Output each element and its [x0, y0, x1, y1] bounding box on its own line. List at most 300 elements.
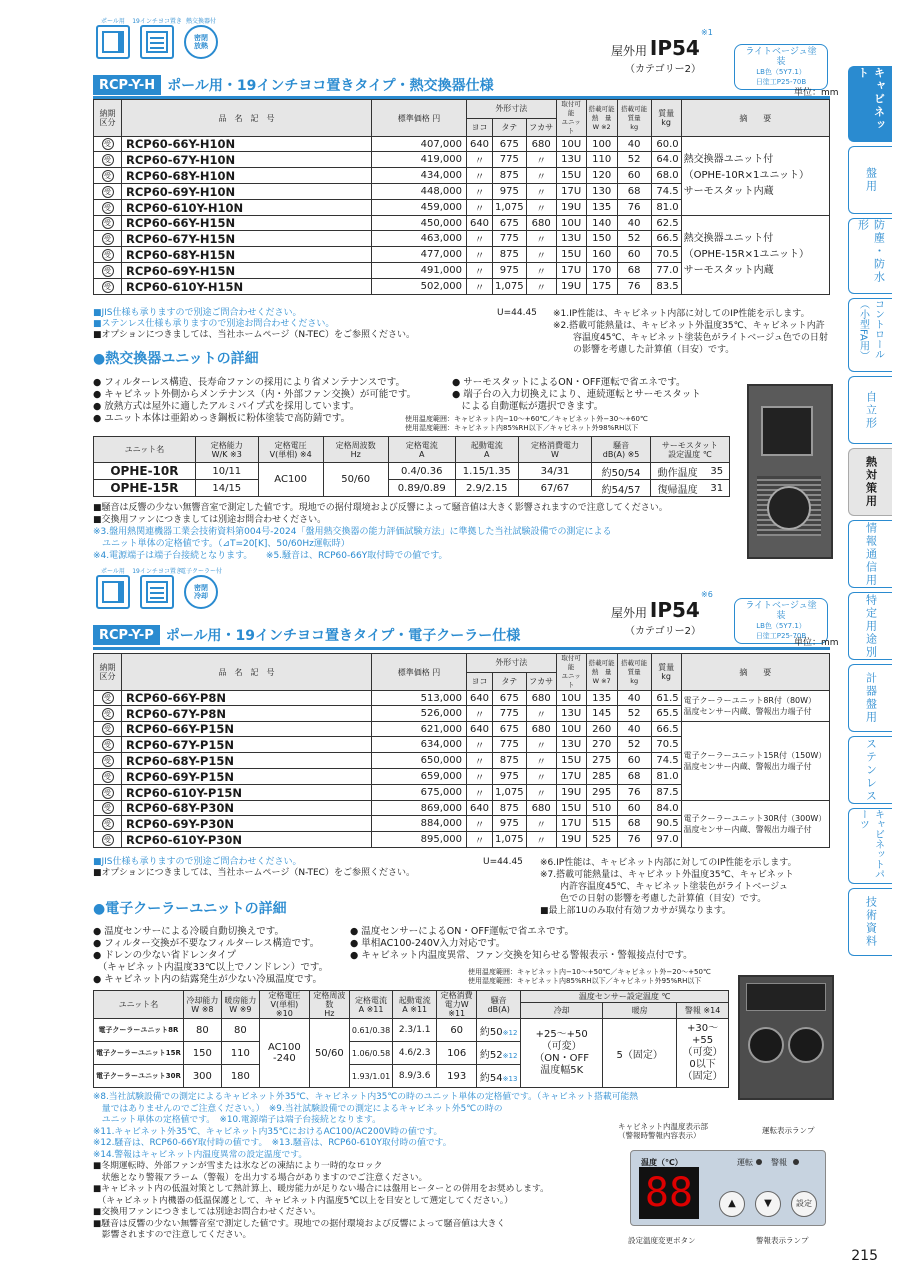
table-row — [94, 216, 830, 231]
mass-cell: 40 — [617, 137, 651, 152]
height-cell: 775 — [493, 152, 527, 168]
mass-cell: 52 — [617, 737, 651, 753]
icon-tag-19inch: 19インチヨコ置き — [132, 568, 182, 575]
width-cell: 〃 — [467, 247, 493, 263]
depth-cell: 〃 — [526, 184, 556, 200]
hx-thermo-l1: 動作温度 — [650, 463, 704, 480]
delivery-badge-text: 受 — [102, 708, 114, 720]
mass-cell: 68 — [617, 769, 651, 785]
hx-ranges — [405, 415, 648, 433]
ec-fan-right — [788, 1027, 824, 1063]
depth-cell: 〃 — [526, 785, 556, 801]
unit-cell: 17U — [556, 816, 586, 832]
delivery-badge-text: 受 — [102, 265, 114, 277]
ec-col-start: 起動電流 A ※11 — [393, 991, 437, 1019]
col-w: ヨコ — [467, 118, 493, 137]
hx-cur-2: 0.89/0.89 — [388, 480, 455, 497]
tab-technical[interactable]: 技術資料 — [848, 888, 892, 956]
table-header-row — [94, 654, 830, 673]
ec-heat-3: 180 — [221, 1065, 259, 1088]
weight-cell: 66.5 — [651, 231, 681, 247]
table-row — [94, 722, 830, 737]
description-line: 熱交換器ユニット付 — [683, 233, 774, 244]
heat-exchanger-photo — [747, 384, 833, 559]
price-cell: 477,000 — [372, 247, 467, 263]
sec2-notes-right — [540, 857, 797, 917]
description-cell — [681, 691, 829, 722]
delivery-badge-text: 受 — [102, 154, 114, 166]
table-header-row — [94, 100, 830, 119]
depth-cell: 〃 — [526, 231, 556, 247]
col-heat: 搭載可能 熱 量 W ※7 — [586, 654, 617, 691]
product-code: RCP60-610Y-P15N — [122, 785, 372, 801]
product-code: RCP60-67Y-H15N — [122, 231, 372, 247]
ec-note-7: ■冬期運転時、外部ファンが雪または氷などの凍結により一時的なロック — [93, 1161, 383, 1171]
note-jis: ■JIS仕様も承りますので別途ご問合わせください。 — [93, 308, 302, 318]
delivery-badge-text: 受 — [102, 233, 114, 245]
ec-col-h: 暖房 — [603, 1003, 677, 1019]
width-cell: 〃 — [467, 231, 493, 247]
delivery-badge-text: 受 — [102, 170, 114, 182]
heat-cell: 135 — [586, 200, 617, 216]
hx-pow-2: 67/67 — [518, 480, 592, 497]
mass-cell: 76 — [617, 200, 651, 216]
description-line: サーモスタット内蔵 — [683, 186, 774, 197]
ec-bullet-7: ● 単相AC100-240V入力対応です。 — [350, 938, 506, 949]
hx-name-1: OPHE-10R — [94, 463, 196, 480]
col-nk: 納期 区分 — [94, 100, 122, 137]
ec-noise-ref-3: ※13 — [502, 1074, 518, 1083]
width-cell: 640 — [467, 137, 493, 152]
height-cell: 675 — [493, 216, 527, 231]
col-weight: 質量 kg — [651, 654, 681, 691]
height-cell: 1,075 — [493, 832, 527, 848]
depth-cell: 〃 — [526, 279, 556, 295]
hx-col-volt: 定格電圧 V(単相) ※4 — [258, 437, 323, 463]
ec-heat-setting: 5（固定） — [603, 1019, 677, 1088]
product-code: RCP60-67Y-P15N — [122, 737, 372, 753]
hx-col-start: 起動電流 A — [455, 437, 518, 463]
ec-table-header — [94, 991, 729, 1003]
tab-telecom[interactable]: 情報通信用 — [848, 520, 892, 588]
tab-parts[interactable]: キャビネットパーツ — [848, 808, 892, 884]
delivery-badge-text: 受 — [102, 755, 114, 767]
hx-note-5: ※4.電源端子は端子台接続となります。 ※5.騒音は、RCP60-66Y取付時での値です。 — [93, 551, 448, 561]
note-r4: 色での日射の影響を考慮した計算値（目安）です。 — [560, 894, 767, 904]
series-title: ポール用・19インチヨコ置きタイプ・電子クーラー仕様 — [165, 628, 521, 644]
hx-noise-1: 約50/54 — [592, 463, 651, 480]
weight-cell: 83.5 — [651, 279, 681, 295]
hx-inner-fan — [761, 406, 813, 456]
tab-specific[interactable]: 特定用途別 — [848, 592, 892, 660]
rack-19inch-icon — [140, 25, 174, 59]
tab-panel[interactable]: 盤用 — [848, 146, 892, 214]
ip-note-ref: ※1 — [701, 28, 713, 37]
sealed-heat-release-icon — [184, 25, 218, 59]
width-cell: 〃 — [467, 279, 493, 295]
ec-range-temp: 使用温度範囲：キャビネット内−10〜+50℃／キャビネット外−20〜+50℃ — [468, 968, 711, 976]
weight-cell: 81.0 — [651, 769, 681, 785]
ec-voltage: AC100 -240 — [259, 1019, 309, 1088]
col-code: 品 名 記 号 — [122, 654, 372, 691]
delivery-badge — [94, 801, 122, 816]
down-button[interactable]: ▼ — [755, 1191, 781, 1217]
depth-cell: 〃 — [526, 769, 556, 785]
rack-19inch-icon — [140, 575, 174, 609]
panel-temp-label: 温度（℃） — [641, 1158, 683, 1167]
price-cell: 621,000 — [372, 722, 467, 737]
ec-pow-3: 193 — [437, 1065, 477, 1088]
weight-cell: 62.5 — [651, 216, 681, 231]
panel-alarm-label: 警報 — [771, 1158, 787, 1167]
tab-freestanding[interactable]: 自立形 — [848, 376, 892, 444]
weight-cell: 70.5 — [651, 247, 681, 263]
height-cell: 675 — [493, 137, 527, 152]
outdoor-label: 屋外用 — [611, 44, 648, 58]
tab-cabinet[interactable]: キャビネット — [848, 66, 892, 142]
panel-title2: （警報時警報内容表示） — [618, 1131, 701, 1140]
ec-notes — [93, 1092, 638, 1242]
spec-table-cooler — [93, 653, 830, 848]
ec-cool-setting: +25〜+50 （可変） （ON・OFF 温度幅5K — [521, 1019, 603, 1088]
delivery-badge — [94, 279, 122, 295]
delivery-badge-text: 受 — [102, 202, 114, 214]
ec-freq: 50/60 — [309, 1019, 349, 1088]
description-line: サーモスタット内蔵 — [683, 265, 774, 276]
pole-mount-icon — [96, 575, 130, 609]
hx-bullet-2: ● キャビネット外側からメンテナンス（内・外部ファン交換）が可能です。 — [93, 389, 417, 400]
hx-bullets-left — [93, 377, 416, 425]
heat-cell: 150 — [586, 231, 617, 247]
ec-note-11: ■交換用ファンにつきましては別途お問合わせください。 — [93, 1207, 321, 1217]
paint-color-box-1 — [734, 44, 828, 90]
price-cell: 434,000 — [372, 168, 467, 184]
unit-cell: 10U — [556, 216, 586, 231]
ec-noise-ref-2: ※12 — [502, 1051, 518, 1060]
hx-table-header — [94, 437, 730, 463]
table-row — [94, 1019, 729, 1042]
depth-cell: 〃 — [526, 263, 556, 279]
series-code: RCP-Y-H — [93, 75, 161, 95]
unit-cell: 19U — [556, 832, 586, 848]
weight-cell: 68.0 — [651, 168, 681, 184]
heat-cell: 525 — [586, 832, 617, 848]
note-r3: 容温度45℃、キャビネット塗装色がライトベージュ色での日射 — [573, 333, 828, 343]
price-cell: 491,000 — [372, 263, 467, 279]
hx-thermo-v1: 35 — [705, 463, 730, 480]
icon-tag-cooler: 電子クーラー付 — [180, 568, 223, 575]
hx-pow-1: 34/31 — [518, 463, 592, 480]
col-unit: 取付可能 ユニット — [556, 654, 586, 691]
ec-note-10: （キャビネット内機器の低温保護として、キャビネット内温度5℃以上を目安として選定してください。） — [93, 1195, 513, 1206]
unit-label: 単位：mm — [794, 638, 839, 648]
delivery-badge-text: 受 — [102, 787, 114, 799]
temp-display: 88 — [639, 1167, 699, 1219]
col-d: フカサ — [526, 118, 556, 137]
width-cell: 640 — [467, 722, 493, 737]
note-r4: の影響を考慮した計算値（目安）です。 — [573, 345, 735, 355]
depth-cell: 〃 — [526, 753, 556, 769]
delivery-badge — [94, 231, 122, 247]
paint-title: ライトベージュ塗装 — [745, 47, 817, 67]
ec-start-2: 4.6/2.3 — [393, 1042, 437, 1065]
col-d: フカサ — [526, 672, 556, 691]
delivery-badge-text: 受 — [102, 834, 114, 846]
ec-noise-3: 約54 — [479, 1072, 503, 1084]
price-cell: 450,000 — [372, 216, 467, 231]
delivery-badge-text: 受 — [102, 723, 114, 735]
price-cell: 513,000 — [372, 691, 467, 706]
hx-spec-table — [93, 436, 730, 497]
hx-cap-1: 10/11 — [195, 463, 258, 480]
mass-cell: 76 — [617, 279, 651, 295]
price-cell: 869,000 — [372, 801, 467, 816]
col-weight: 質量 kg — [651, 100, 681, 137]
panel-display-caption — [618, 1122, 708, 1140]
heat-cell: 130 — [586, 184, 617, 200]
hx-col-thermo: サーモスタット 設定温度 ℃ — [650, 437, 729, 463]
mass-cell: 40 — [617, 722, 651, 737]
hx-bullet-5: ● サーモスタットによるON・OFF運転で省エネです。 — [452, 377, 686, 388]
hx-thermo-v2: 31 — [705, 480, 730, 497]
mass-cell: 68 — [617, 816, 651, 832]
delivery-badge-text: 受 — [102, 771, 114, 783]
electronic-cooler-photo — [738, 975, 834, 1100]
unit-cell: 10U — [556, 691, 586, 706]
series-title: ポール用・19インチヨコ置きタイプ・熱交換器仕様 — [167, 78, 494, 94]
delivery-badge — [94, 722, 122, 737]
weight-cell: 87.5 — [651, 785, 681, 801]
delivery-badge-text: 受 — [102, 739, 114, 751]
delivery-badge-text: 受 — [102, 249, 114, 261]
heat-cell: 260 — [586, 722, 617, 737]
ip-value: IP54 — [649, 36, 700, 60]
height-cell: 975 — [493, 769, 527, 785]
ec-col-cur: 定格電流 A ※11 — [349, 991, 392, 1019]
product-code: RCP60-68Y-H15N — [122, 247, 372, 263]
tab-instrument[interactable]: 計器盤用 — [848, 664, 892, 732]
hx-bullet-3: ● 放熱方式は屋外に適したアルミパイプ式を採用しています。 — [93, 401, 360, 412]
description-line: 熱交換器ユニット付 — [683, 154, 774, 165]
description-line: 温度センサー内蔵、警報出力端子付 — [683, 762, 812, 771]
mass-cell: 40 — [617, 691, 651, 706]
heat-cell: 510 — [586, 801, 617, 816]
heat-cell: 295 — [586, 785, 617, 801]
heat-cell: 275 — [586, 753, 617, 769]
weight-cell: 74.5 — [651, 184, 681, 200]
set-button[interactable]: 設定 — [791, 1191, 817, 1217]
hx-note-2: ■交換用ファンにつきましては別途お問合わせください。 — [93, 515, 327, 525]
width-cell: 〃 — [467, 832, 493, 848]
ec-note-8: 状態となり警報アラーム（警報）を出力する場合がありますのでご注意ください。 — [93, 1172, 428, 1183]
price-cell: 463,000 — [372, 231, 467, 247]
weight-cell: 84.0 — [651, 801, 681, 816]
ec-bullet-6: ● 温度センサーによるON・OFF運転で省エネです。 — [350, 926, 575, 937]
ec-bullets-right — [350, 926, 693, 962]
ec-bullet-5: ● キャビネット内の結露発生が少ない冷風温度です。 — [93, 974, 323, 985]
weight-cell: 77.0 — [651, 263, 681, 279]
description-line: 電子クーラーユニット15R付（150W） — [683, 751, 827, 760]
col-dims: 外形寸法 — [467, 654, 557, 673]
delivery-badge-text: 受 — [102, 818, 114, 830]
section-header-1 — [93, 74, 494, 96]
table-row — [94, 137, 830, 152]
product-code: RCP60-68Y-H10N — [122, 168, 372, 184]
weight-cell: 60.0 — [651, 137, 681, 152]
delivery-badge — [94, 753, 122, 769]
delivery-badge-text: 受 — [102, 186, 114, 198]
delivery-badge — [94, 247, 122, 263]
heat-cell: 100 — [586, 137, 617, 152]
depth-cell: 680 — [526, 216, 556, 231]
ec-pow-2: 106 — [437, 1042, 477, 1065]
ec-note-3: ユニット単体の定格値です。 ※10.電源端子は端子台接続となります。 — [93, 1115, 381, 1125]
hx-col-pow: 定格消費電力 W — [518, 437, 592, 463]
tab-stainless[interactable]: ステンレス — [848, 736, 892, 804]
ec-spec-table — [93, 990, 729, 1088]
description-line: 電子クーラーユニット8R付（80W） — [683, 696, 817, 705]
price-cell: 884,000 — [372, 816, 467, 832]
series-code: RCP-Y-P — [93, 625, 160, 645]
delivery-badge — [94, 737, 122, 753]
price-cell: 659,000 — [372, 769, 467, 785]
tab-dustproof[interactable]: 防塵・防水形 — [848, 218, 892, 294]
delivery-badge — [94, 785, 122, 801]
delivery-badge — [94, 832, 122, 848]
heat-cell: 140 — [586, 216, 617, 231]
product-code: RCP60-69Y-P30N — [122, 816, 372, 832]
description-cell — [681, 722, 829, 801]
width-cell: 640 — [467, 801, 493, 816]
up-button[interactable]: ▲ — [719, 1191, 745, 1217]
depth-cell: 〃 — [526, 152, 556, 168]
height-cell: 975 — [493, 263, 527, 279]
col-mass: 搭載可能 質量 kg — [617, 100, 651, 137]
width-cell: 640 — [467, 691, 493, 706]
ec-note-1: ※8.当社試験設備での測定によるキャビネット外35℃、キャビネット内35℃の時のユニット単体の定格値です。（キャビネット搭載可能熱 — [93, 1092, 639, 1102]
col-mass: 搭載可能 質量 kg — [617, 654, 651, 691]
ec-bullet-1: ● 温度センサーによる冷暖自動切換えです。 — [93, 926, 285, 937]
delivery-badge-text: 受 — [102, 802, 114, 814]
hx-note-3: ※3.盤用熱関連機器工業会技術資料第004号-2024「盤用熱交換器の能力評価試験方法」に準拠した当社試験設備での測定による — [93, 527, 612, 537]
spec-table-hx — [93, 99, 830, 295]
ec-note-5: ※12.騒音は、RCP60-66Y取付時の値です。 ※13.騒音は、RCP60-610Y取付時の値です。 — [93, 1138, 452, 1148]
note-r5: ■最上部1Uのみ取付有効フカサが異なります。 — [540, 906, 732, 916]
product-code: RCP60-66Y-P8N — [122, 691, 372, 706]
note-r2: ※2.搭載可能熱量は、キャビネット外温度35℃、キャビネット内許 — [553, 321, 825, 331]
width-cell: 〃 — [467, 785, 493, 801]
unit-cell: 13U — [556, 737, 586, 753]
width-cell: 〃 — [467, 769, 493, 785]
heat-cell: 110 — [586, 152, 617, 168]
outdoor-label: 屋外用 — [611, 606, 648, 620]
panel-run-lamp-label: 運転表示ランプ — [762, 1126, 815, 1135]
price-cell: 634,000 — [372, 737, 467, 753]
col-desc: 摘 要 — [681, 654, 829, 691]
feature-icons-mid — [93, 566, 221, 609]
table-row — [94, 463, 730, 480]
hx-outer-fan — [767, 486, 811, 530]
depth-cell: 〃 — [526, 816, 556, 832]
tab-control[interactable]: コントロール（小型FA用） — [848, 298, 892, 372]
price-cell: 407,000 — [372, 137, 467, 152]
price-cell: 448,000 — [372, 184, 467, 200]
ec-bullets-left — [93, 926, 328, 986]
heat-cell: 145 — [586, 706, 617, 722]
price-cell: 650,000 — [372, 753, 467, 769]
delivery-badge — [94, 137, 122, 152]
unit-cell: 10U — [556, 722, 586, 737]
price-cell: 675,000 — [372, 785, 467, 801]
hx-cap-2: 14/15 — [195, 480, 258, 497]
delivery-badge-text: 受 — [102, 281, 114, 293]
ec-note-6: ※14.警報はキャビネット内温度異常の設定温度です。 — [93, 1149, 308, 1160]
product-code: RCP60-66Y-H10N — [122, 137, 372, 152]
hx-col-cap: 定格能力 W/K ※3 — [195, 437, 258, 463]
height-cell: 675 — [493, 691, 527, 706]
description-cell — [681, 216, 829, 295]
product-code: RCP60-67Y-P8N — [122, 706, 372, 722]
ec-col-sensor: 温度センサー設定温度 ℃ — [521, 991, 729, 1003]
note-r2: ※7.搭載可能熱量は、キャビネット外温度35℃、キャビネット — [540, 870, 794, 880]
ec-noise-2: 約52 — [479, 1049, 503, 1061]
hx-col-cur: 定格電流 A — [388, 437, 455, 463]
note-jis: ■JIS仕様も承りますので別途ご問合わせください。 — [93, 857, 302, 867]
width-cell: 〃 — [467, 152, 493, 168]
product-code: RCP60-610Y-H10N — [122, 200, 372, 216]
weight-cell: 65.5 — [651, 706, 681, 722]
unit-cell: 19U — [556, 785, 586, 801]
unit-cell: 15U — [556, 801, 586, 816]
table-row — [94, 801, 830, 816]
ec-heat-1: 80 — [221, 1019, 259, 1042]
height-cell: 975 — [493, 816, 527, 832]
weight-cell: 81.0 — [651, 200, 681, 216]
unit-cell: 15U — [556, 753, 586, 769]
width-cell: 〃 — [467, 753, 493, 769]
unit-cell: 13U — [556, 706, 586, 722]
description-line: 温度センサー内蔵、警報出力端子付 — [683, 707, 812, 716]
height-cell: 675 — [493, 722, 527, 737]
hx-note-4: ユニット単体の定格値です。（⊿T=20[K]、50/60Hz運転時） — [93, 539, 350, 549]
ec-note-9: ■キャビネット内の低温対策として熱計算上、暖房能力が足りない場合には盤用ヒーターとの併用をお奨めします。 — [93, 1184, 549, 1194]
col-heat: 搭載可能 熱 量 W ※2 — [586, 100, 617, 137]
weight-cell: 90.5 — [651, 816, 681, 832]
note-option: ■オプションにつきましては、当社ホームページ（N-TEC）をご参照ください。 — [93, 868, 415, 878]
description-line: （OPHE-15R×1ユニット） — [683, 249, 810, 260]
mass-cell: 52 — [617, 231, 651, 247]
delivery-badge-text: 受 — [102, 692, 114, 704]
ip-rating-1 — [611, 28, 713, 75]
tab-thermal[interactable]: 熱対策用 — [848, 448, 892, 516]
unit-cell: 19U — [556, 200, 586, 216]
delivery-badge — [94, 706, 122, 722]
ec-noise-cell-1 — [477, 1019, 521, 1042]
ec-bullet-2: ● フィルター交換が不要なフィルターレス構造です。 — [93, 938, 320, 949]
col-unit: 取付可能 ユニット — [556, 100, 586, 137]
ec-start-3: 8.9/3.6 — [393, 1065, 437, 1088]
ec-fan-left — [748, 1027, 784, 1063]
weight-cell: 66.5 — [651, 722, 681, 737]
width-cell: 〃 — [467, 184, 493, 200]
ec-col-pow: 定格消費 電力W ※11 — [437, 991, 477, 1019]
depth-cell: 〃 — [526, 247, 556, 263]
heat-cell: 175 — [586, 279, 617, 295]
ec-col-volt: 定格電圧 V(単相) ※10 — [259, 991, 309, 1019]
table-row — [94, 480, 730, 497]
ec-cool-1: 80 — [183, 1019, 221, 1042]
height-cell: 875 — [493, 753, 527, 769]
